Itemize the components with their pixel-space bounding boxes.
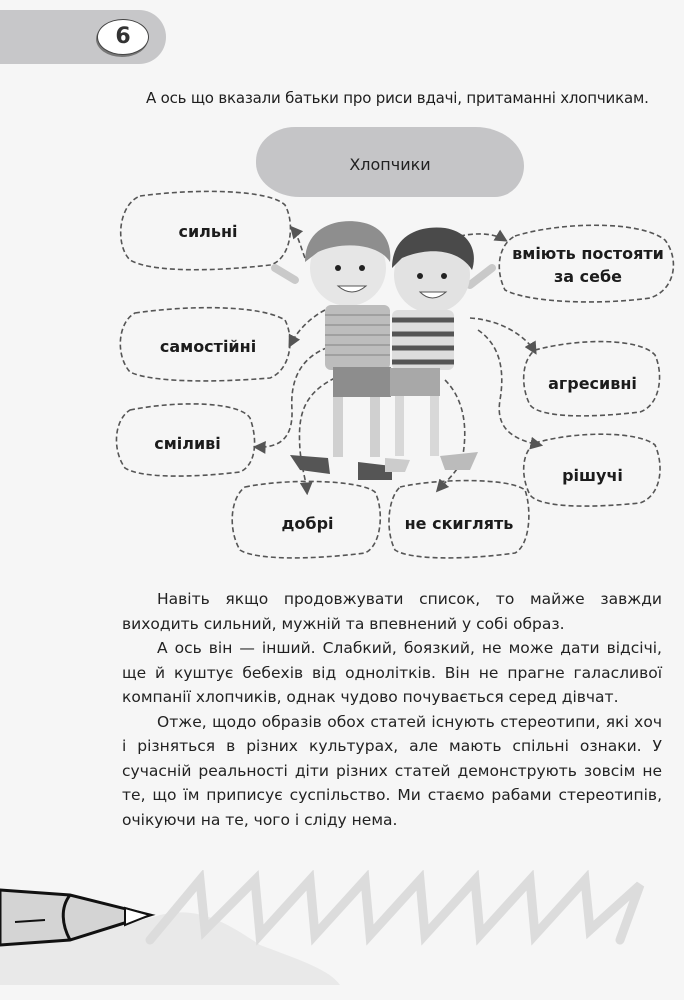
trait-kind: добрі [281,513,334,533]
body-text [122,587,662,832]
trait-no-whining: не скиглять [404,513,514,533]
paragraph-2: А ось він — інший. Слабкий, боязкий, не може дати відсічі, ще й куштує бебехів від однолітків. Він не прагне галасливої компанії хлопчиків, однак чудово почувається серед дівчат. [122,639,662,706]
trait-stand-up: вміють постояти за себе [512,244,664,286]
two-boys-illustration [275,221,492,480]
trait-brave: сміливі [154,433,221,453]
paragraph-3: Отже, щодо образів обох статей існують стереотипи, які хоч і різняться в різних культурах, але мають спільні ознаки. У сучасній реальності діти різних статей демонструють зовсім не те, що їм приписує суспільство. Ми стаємо рабами стереотипів, очікуючи на те, чого і сліду нема. [122,712,662,829]
diagram-title: Хлопчики [349,155,431,174]
trait-decisive: рішучі [562,465,623,485]
trait-aggressive: агресивні [548,373,637,393]
intro-text: А ось що вказали батьки про риси вдачі, притаманні хлопчикам. [146,89,649,107]
trait-independent: самостійні [159,336,257,356]
trait-strong: сильні [178,221,238,241]
page-number: 6 [97,19,149,55]
paragraph-1: Навіть якщо продовжувати список, то майже завжди виходить сильний, мужній та впевнений у собі образ. [122,590,662,633]
pencil-scribble-decoration [0,870,684,1000]
